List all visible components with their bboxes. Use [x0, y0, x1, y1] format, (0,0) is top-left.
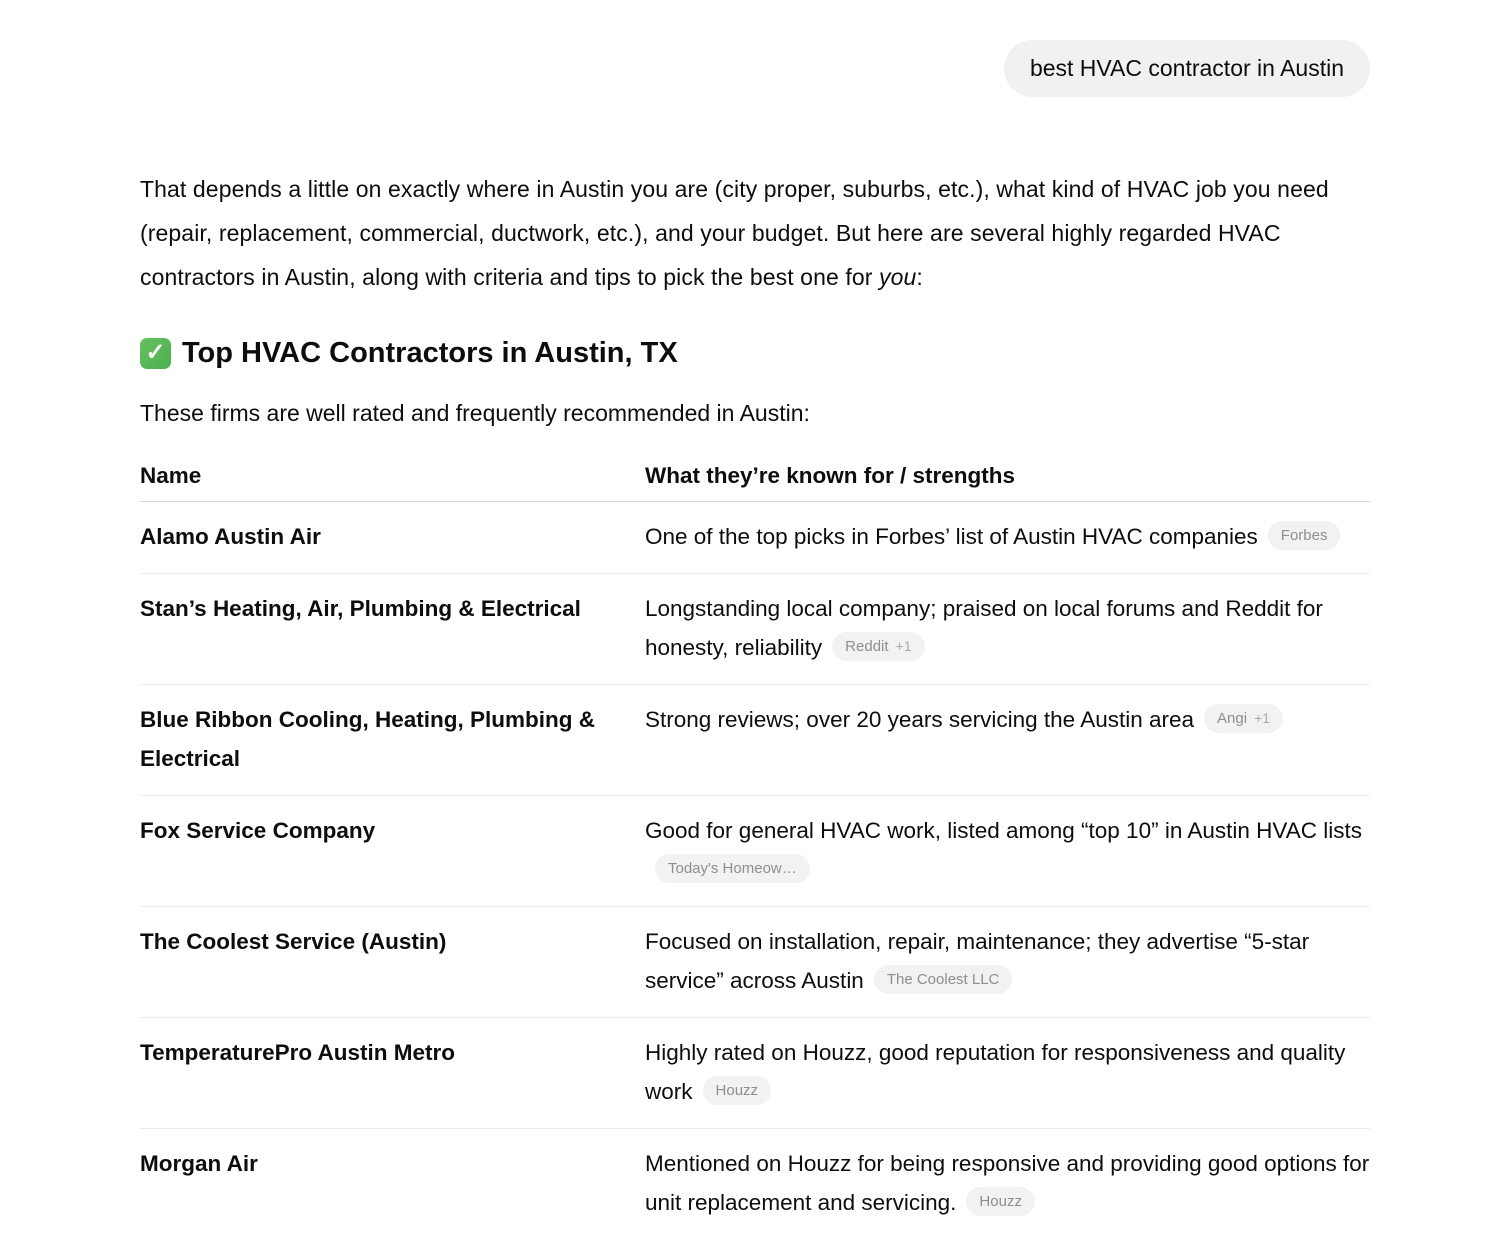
contractor-name: TemperaturePro Austin Metro	[140, 1018, 645, 1129]
contractor-description: Focused on installation, repair, maintenance; they advertise “5-star service” across Austin	[645, 929, 1310, 993]
contractor-name: The Coolest Service (Austin)	[140, 907, 645, 1018]
citation-badge[interactable]	[966, 1187, 1035, 1216]
citation-badge[interactable]	[874, 965, 1013, 994]
table-row	[140, 685, 1370, 796]
table-row	[140, 502, 1370, 574]
contractor-description-cell	[645, 1129, 1370, 1238]
citation-badge-label: The Coolest LLC	[886, 971, 1000, 988]
contractor-description: Longstanding local company; praised on local forums and Reddit for honesty, reliability	[645, 596, 1323, 660]
intro-colon: :	[916, 264, 923, 290]
intro-text: That depends a little on exactly where in Austin you are (city proper, suburbs, etc.), what kind of HVAC job you need (repair, replacement, commercial, ductwork, etc.), and your budget. But here are several highly regarded HVAC contractors in Austin, along with criteria and tips to pick the best one for	[140, 176, 1329, 290]
citation-badge[interactable]	[703, 1076, 772, 1105]
contractor-description-cell	[645, 907, 1370, 1018]
section-heading	[140, 333, 1370, 373]
contractor-name: Alamo Austin Air	[140, 502, 645, 574]
contractor-description-cell	[645, 1018, 1370, 1129]
contractor-name: Stan’s Heating, Air, Plumbing & Electrical	[140, 574, 645, 685]
contractor-description: Good for general HVAC work, listed among “top 10” in Austin HVAC lists	[645, 818, 1362, 843]
contractors-table	[140, 449, 1370, 1238]
contractor-description-cell	[645, 574, 1370, 685]
column-header-strengths: What they’re known for / strengths	[645, 449, 1370, 502]
conversation	[140, 0, 1370, 1238]
citation-badge[interactable]	[1268, 521, 1341, 550]
assistant-intro-paragraph	[140, 167, 1370, 299]
contractor-description-cell	[645, 685, 1370, 796]
section-subheading: These firms are well rated and frequently recommended in Austin:	[140, 400, 810, 426]
contractor-name: Blue Ribbon Cooling, Heating, Plumbing & Electrical	[140, 685, 645, 796]
column-header-name: Name	[140, 449, 645, 502]
citation-badge-label: Reddit	[845, 638, 889, 655]
table-row	[140, 796, 1370, 907]
table-row	[140, 1018, 1370, 1129]
contractor-description-cell	[645, 502, 1370, 574]
contractor-description: Strong reviews; over 20 years servicing the Austin area	[645, 707, 1195, 732]
citation-badge-label: Today's Homeow…	[668, 860, 797, 877]
contractor-description: Mentioned on Houzz for being responsive and providing good options for unit replacement and servicing.	[645, 1151, 1370, 1215]
intro-italic-word: you	[878, 264, 917, 290]
table-row	[140, 574, 1370, 685]
table-row	[140, 907, 1370, 1018]
contractor-description: One of the top picks in Forbes’ list of Austin HVAC companies	[645, 524, 1258, 549]
contractor-description: Highly rated on Houzz, good reputation for responsiveness and quality work	[645, 1040, 1346, 1104]
table-row	[140, 1129, 1370, 1238]
table-header-row	[140, 449, 1370, 502]
citation-badge[interactable]	[1204, 704, 1283, 733]
citation-badge-label: Houzz	[979, 1193, 1022, 1210]
citation-badge-label: Forbes	[1280, 527, 1328, 544]
contractor-name: Fox Service Company	[140, 796, 645, 907]
contractor-name: Morgan Air	[140, 1151, 258, 1176]
check-mark-emoji-icon: ✓	[140, 338, 171, 369]
citation-badge-count: +1	[895, 638, 912, 654]
section-heading-text: Top HVAC Contractors in Austin, TX	[182, 337, 678, 369]
user-message-row	[140, 0, 1370, 97]
citation-badge[interactable]	[655, 854, 810, 883]
contractor-description-cell	[645, 796, 1370, 907]
user-message-bubble: best HVAC contractor in Austin	[1004, 40, 1370, 97]
citation-badge-label: Houzz	[715, 1082, 759, 1099]
citation-badge-count: +1	[1254, 710, 1271, 726]
citation-badge[interactable]	[832, 632, 924, 661]
citation-badge-label: Angi	[1217, 710, 1248, 727]
